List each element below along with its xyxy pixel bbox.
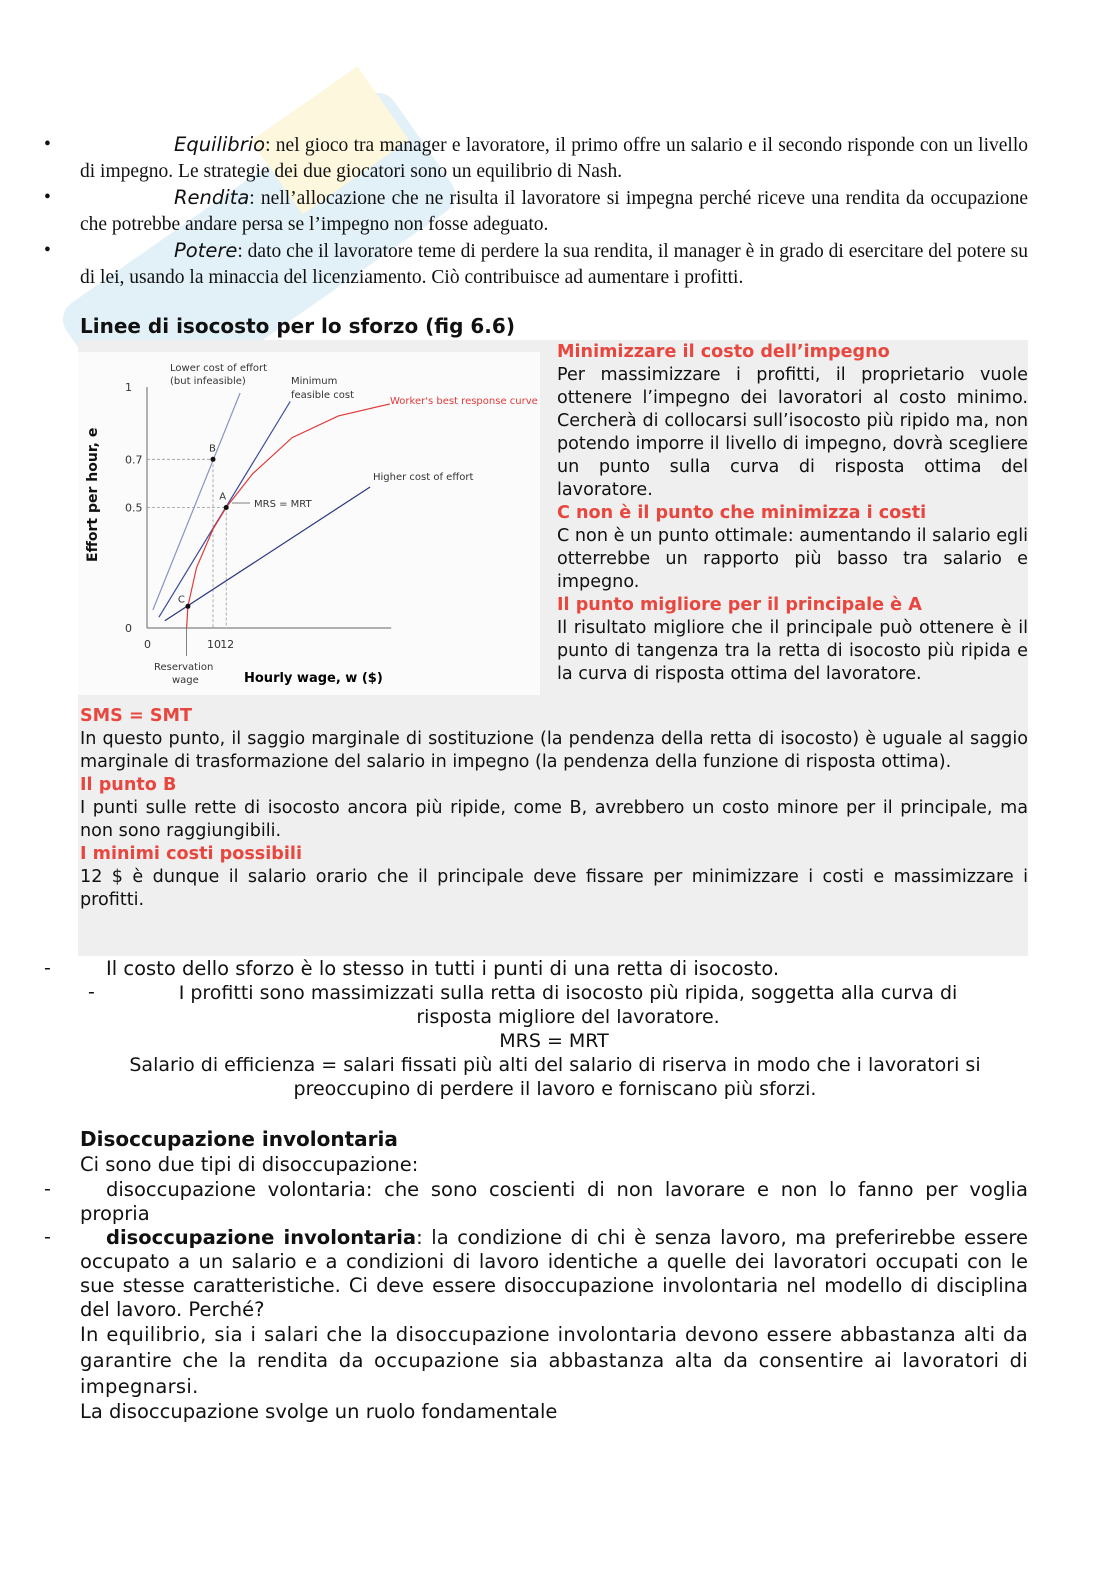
y-tick-label: 0.7: [125, 453, 143, 467]
lower-sections: [80, 705, 1028, 912]
heading: Il punto migliore per il principale è A: [557, 595, 922, 615]
dash-marker: -: [44, 957, 51, 979]
section-title: Linee di isocosto per lo sforzo (fig 6.6): [80, 314, 515, 338]
bullet-potere: • Potere: dato che il lavoratore teme di perdere la sua rendita, il manager è in grado di esercitare del potere su di lei, usando la minaccia del licenziamento. Ciò contribuisce ad aumentare i profitti.: [44, 239, 1028, 288]
y-tick-label: 1: [125, 381, 132, 394]
term: Rendita: [174, 186, 250, 209]
y-tick-label: 0: [125, 622, 132, 635]
point-label: A: [219, 491, 227, 503]
dash-marker: -: [44, 1178, 51, 1200]
unemployment-item-involuntary: [80, 1226, 1028, 1322]
note-profits: I profitti sono massimizzati sulla retta di isocosto più ripida, soggetta alla curva di risposta migliore del lavoratore.: [178, 982, 958, 1028]
unemployment-title: Disoccupazione involontaria: [80, 1127, 398, 1151]
unemployment-intro: Ci sono due tipi di disoccupazione:: [80, 1153, 419, 1176]
x-tick-label: 12: [220, 638, 235, 651]
term: Equilibrio: [174, 133, 266, 156]
heading: C non è il punto che minimizza i costi: [557, 503, 927, 523]
note-isocost: Il costo dello sforzo è lo stesso in tutti i punti di una retta di isocosto.: [106, 957, 780, 980]
isocost-chart: [78, 352, 540, 695]
x-axis-label: Hourly wage, w ($): [244, 671, 383, 686]
reservation-wage-label: Reservation wage: [154, 662, 214, 686]
point-C: [185, 604, 190, 609]
bullet-text: : nell’allocazione che ne risulta il lavoratore si impegna perché riceve una rendita da occupazione che potrebbe andare persa se l’impegno non fosse adeguato.: [80, 188, 1028, 235]
bullet-text: : dato che il lavoratore teme di perdere la sua rendita, il manager è in grado di esercitare del potere su di lei, usando la minaccia del licenziamento. Ciò contribuisce ad aumentare i profitti.: [80, 241, 1028, 288]
x-tick-label: 10: [207, 638, 221, 651]
y-axis-label: Effort per hour, e: [85, 427, 101, 562]
chart-svg: [78, 352, 540, 695]
heading: Minimizzare il costo dell’impegno: [557, 342, 890, 362]
series-line: [187, 404, 390, 628]
paragraph: I punti sulle rette di isocosto ancora più ripide, come B, avrebbero un costo minore per il principale, ma non sono raggiungibili.: [80, 798, 1028, 841]
y-tick-label: 0.5: [125, 501, 143, 515]
dash-marker: -: [88, 981, 95, 1003]
bold-term: disoccupazione involontaria: [106, 1226, 417, 1249]
label-minimum: Minimum: [291, 376, 338, 387]
note-equation: MRS = MRT: [499, 1030, 609, 1052]
paragraph: 12 $ è dunque il salario orario che il principale deve fissare per minimizzare i costi e massimizzare i profitti.: [80, 867, 1028, 910]
point-A: [224, 505, 229, 510]
note-efficiency-wage: Salario di efficienza = salari fissati più alti del salario di riserva in modo che i lavoratori si preoccupino di perdere il lavoro e forniscano più sforzi.: [129, 1054, 981, 1100]
paragraph: In questo punto, il saggio marginale di sostituzione (la pendenza della retta di isocosto) è uguale al saggio marginale di trasformazione del salario in impegno (la pendenza della funzione di risposta ottima).: [80, 729, 1028, 772]
label-minimum-2: feasible cost: [291, 390, 354, 401]
dash-marker: -: [44, 1226, 51, 1248]
bullet-rendita: • Rendita: nell’allocazione che ne risulta il lavoratore si impegna perché riceve una rendita da occupazione che potrebbe andare persa se l’impegno non fosse adeguato.: [44, 186, 1028, 235]
item-text: : la condizione di chi è senza lavoro, ma preferirebbe essere occupato a un salario e a condizioni di lavoro identiche a quelle dei lavoratori occupati con le sue stesse caratteristiche. Ci deve essere disoccupazione involontaria nel modello di disciplina del lavoro. Perché?: [80, 1226, 1028, 1321]
unemployment-paragraph: In equilibrio, sia i salari che la disoccupazione involontaria devono essere abbastanza alti da garantire che la rendita da occupazione sia abbastanza alta da consentire ai lavoratori di impegnarsi.: [80, 1323, 1028, 1398]
heading: Il punto B: [80, 775, 177, 795]
right-column: [557, 341, 1028, 686]
bullet-text: : nel gioco tra manager e lavoratore, il primo offre un salario e il secondo risponde con un livello di impegno. Le strategie dei due giocatori sono un equilibrio di Nash.: [80, 135, 1028, 182]
label-mrs-mrt: MRS = MRT: [254, 499, 312, 510]
point-label: B: [209, 443, 216, 455]
point-label: C: [177, 594, 185, 606]
label-lower-cost-2: (but infeasible): [170, 376, 246, 387]
paragraph: Per massimizzare i profitti, il proprietario vuole ottenere l’impegno dei lavoratori al costo minimo. Cercherà di collocarsi sull’isocosto più ripido ma, non potendo imporre il livello di impegno, dovrà scegliere un punto sulla curva di risposta ottima del lavoratore.: [557, 365, 1028, 500]
label-higher-cost: Higher cost of effort: [373, 472, 474, 483]
unemployment-item-voluntary: disoccupazione volontaria: che sono coscienti di non lavorare e non lo fanno per voglia propria: [80, 1178, 1028, 1225]
heading: I minimi costi possibili: [80, 844, 302, 864]
bullet-equilibrio: • Equilibrio: nel gioco tra manager e lavoratore, il primo offre un salario e il secondo risponde con un livello di impegno. Le strategie dei due giocatori sono un equilibrio di Nash.: [44, 133, 1028, 182]
paragraph: C non è un punto ottimale: aumentando il salario egli otterrebbe un rapporto più basso tra salario e impegno.: [557, 526, 1028, 592]
series-line: [153, 393, 240, 610]
label-lower-cost: Lower cost of effort: [170, 363, 268, 374]
paragraph: Il risultato migliore che il principale può ottenere è il punto di tangenza tra la retta di isocosto più ripida e la curva di risposta ottima del lavoratore.: [557, 618, 1028, 684]
label-best-response: Worker's best response curve: [390, 396, 538, 407]
unemployment-paragraph-2: La disoccupazione svolge un ruolo fondamentale: [80, 1400, 558, 1423]
point-B: [211, 457, 216, 462]
x-tick-label: 0: [144, 638, 151, 651]
term: Potere: [174, 239, 238, 262]
heading: SMS = SMT: [80, 706, 193, 726]
